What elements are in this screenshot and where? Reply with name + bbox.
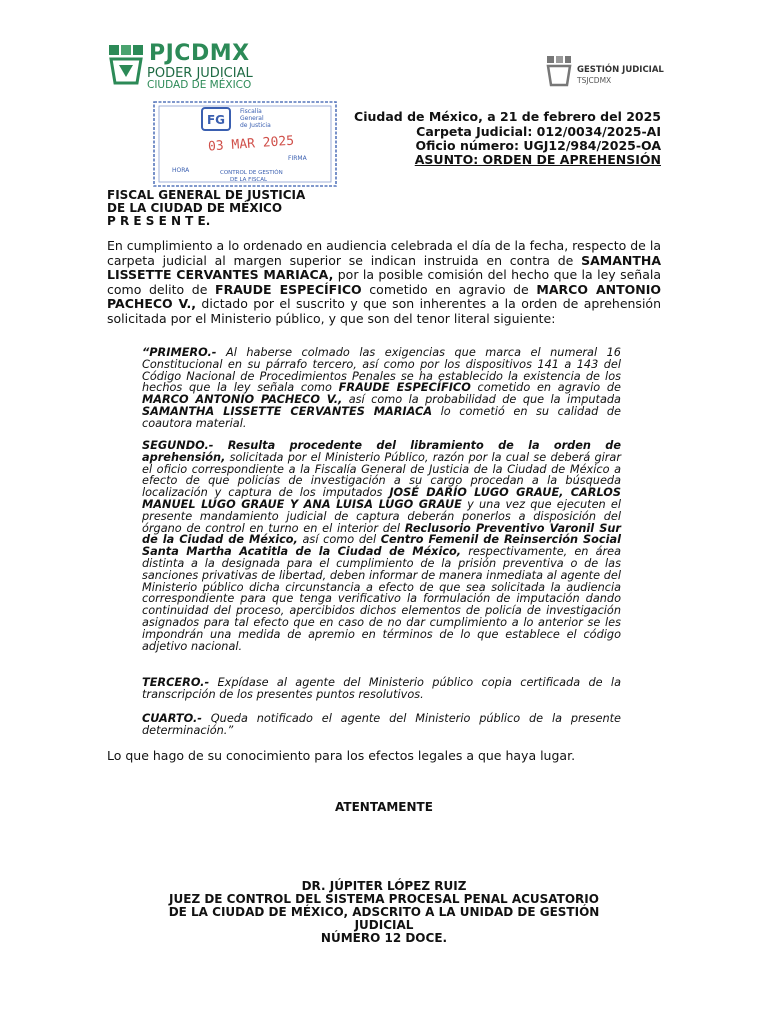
place-date: Ciudad de México, a 21 de febrero del 2025 bbox=[354, 109, 661, 124]
reception-stamp bbox=[150, 98, 340, 190]
stamp-date: 03 MAR 2025 bbox=[207, 133, 295, 155]
stamp-hora-label: HORA bbox=[172, 167, 190, 174]
gestion-judicial-logo bbox=[546, 55, 666, 89]
stamp-org-line2: General bbox=[240, 115, 264, 122]
resolutivo-tercero: TERCERO.- Expídase al agente del Ministerio público copia certificada de la transcripción de los presentes puntos resolutivos. bbox=[142, 676, 621, 701]
stamp-firma-label: FIRMA bbox=[288, 155, 307, 162]
resolutivo-primero: “PRIMERO.- Al haberse colmado las exigencias que marca el numeral 16 Constitucional en su párrafo tercero, así como por los dispositivos 141 a 143 del Código Nacional de Procedimientos Penales se ha establecido la existencia de los hechos que la ley señala como FRAUDE ESPECÍFICO cometido en agravio de MARCO ANTONIO PACHECO V., así como la probabilidad de que la imputada SAMANTHA LISSETTE CERVANTES MARIACA lo cometió en su calidad de coautora material. bbox=[142, 346, 622, 430]
oficio-numero: Oficio número: UGJ12/984/2025-OA bbox=[415, 138, 661, 153]
closing-sentence: Lo que hago de su conocimiento para los efectos legales a que haya lugar. bbox=[107, 748, 576, 763]
stamp-footer-line1: CONTROL DE GESTIÓN bbox=[220, 170, 283, 176]
atentamente: ATENTAMENTE bbox=[335, 800, 433, 814]
logo-line2: CIUDAD DE MÉXICO bbox=[147, 79, 252, 91]
signer-title-line4: NÚMERO 12 DOCE. bbox=[320, 931, 448, 945]
signer-title-line2: DE LA CIUDAD DE MÉXICO, ADSCRITO A LA UNIDAD DE GESTIÓN bbox=[168, 905, 600, 919]
resolutivo-cuarto: CUARTO.- Queda notificado el agente del Ministerio público de la presente determinación.” bbox=[142, 712, 621, 737]
fiscalia-emblem-icon bbox=[202, 108, 230, 130]
resolutivo-segundo: SEGUNDO.- Resulta procedente del libramiento de la orden de aprehensión, solicitada por el Ministerio Público, razón por la cual se deberá girar el oficio correspondiente a la Fiscalía General de Justicia de la Ciudad de México a efecto de que policías de investigación a su cargo procedan a la búsqueda localización y captura de los imputados JOSÉ DARÍO LUGO GRAUE, CARLOS MANUEL LUGO GRAUE Y ANA LUISA LUGO GRAUE y una vez que ejecuten el presente mandamiento judicial de captura deberán ponerlos a disposición del órgano de control en turno en el interior del Reclusorio Preventivo Varonil Sur de la Ciudad de México, así como del Centro Femenil de Reinserción Social Santa Martha Acatitla de la Ciudad de México, respectivamente, en área distinta a la designada para el cumplimiento de la prisión preventiva o de las sanciones privativas de libertad, deben informar de manera inmediata al agente del Ministerio público dicha circunstancia a efecto de que sea solicitada la audiencia correspondiente para que tenga verificativo la formulación de imputación dando continuidad del proceso, apercibidos dichos elementos de policía de investigación asignados para tal efecto que en caso de no dar cumplimiento a lo anterior se les impondrán una medida de apremio en términos de lo que establece el código adjetivo nacional. bbox=[142, 439, 622, 653]
pjcdmx-emblem-icon bbox=[107, 43, 145, 87]
gestion-judicial-emblem-icon bbox=[546, 55, 572, 87]
signer-name: DR. JÚPITER LÓPEZ RUIZ bbox=[301, 879, 467, 893]
intro-paragraph: En cumplimiento a lo ordenado en audiencia celebrada el día de la fecha, respecto de la carpeta judicial al margen superior se indican instruida en contra de SAMANTHA LISSETTE CERVANTES MARIACA, por la posible comisión del hecho que la ley señala como delito de FRAUDE ESPECÍFICO cometido en agravio de MARCO ANTONIO PACHECO V., dictado por el suscrito y que son inherentes a la orden de aprehensión solicitada por el Ministerio público, y que son del tenor literal siguiente: bbox=[107, 238, 661, 326]
right-logo-line1: GESTIÓN JUDICIAL bbox=[577, 65, 664, 75]
addressee-line1: FISCAL GENERAL DE JUSTICIA bbox=[107, 188, 306, 202]
asunto: ASUNTO: ORDEN DE APREHENSIÓN bbox=[414, 152, 661, 167]
stamp-org-line3: de Justicia bbox=[240, 122, 271, 129]
addressee-line3: P R E S E N T E. bbox=[107, 214, 211, 228]
signer-title-line3: JUDICIAL bbox=[354, 918, 414, 932]
logo-line1: PODER JUDICIAL bbox=[147, 66, 253, 81]
stamp-org-line1: Fiscalía bbox=[240, 108, 262, 115]
pjcdmx-logo bbox=[107, 43, 277, 93]
stamp-footer-line2: DE LA FISCAL bbox=[230, 177, 268, 183]
svg-text:FG: FG bbox=[206, 113, 226, 127]
addressee-line2: DE LA CIUDAD DE MÉXICO bbox=[107, 201, 283, 215]
signer-title-line1: JUEZ DE CONTROL DEL SISTEMA PROCESAL PENAL ACUSATORIO bbox=[169, 892, 599, 906]
logo-brand: PJCDMX bbox=[149, 41, 250, 66]
carpeta-judicial: Carpeta Judicial: 012/0034/2025-AI bbox=[416, 124, 661, 139]
right-logo-line2: TSJCDMX bbox=[577, 76, 612, 85]
